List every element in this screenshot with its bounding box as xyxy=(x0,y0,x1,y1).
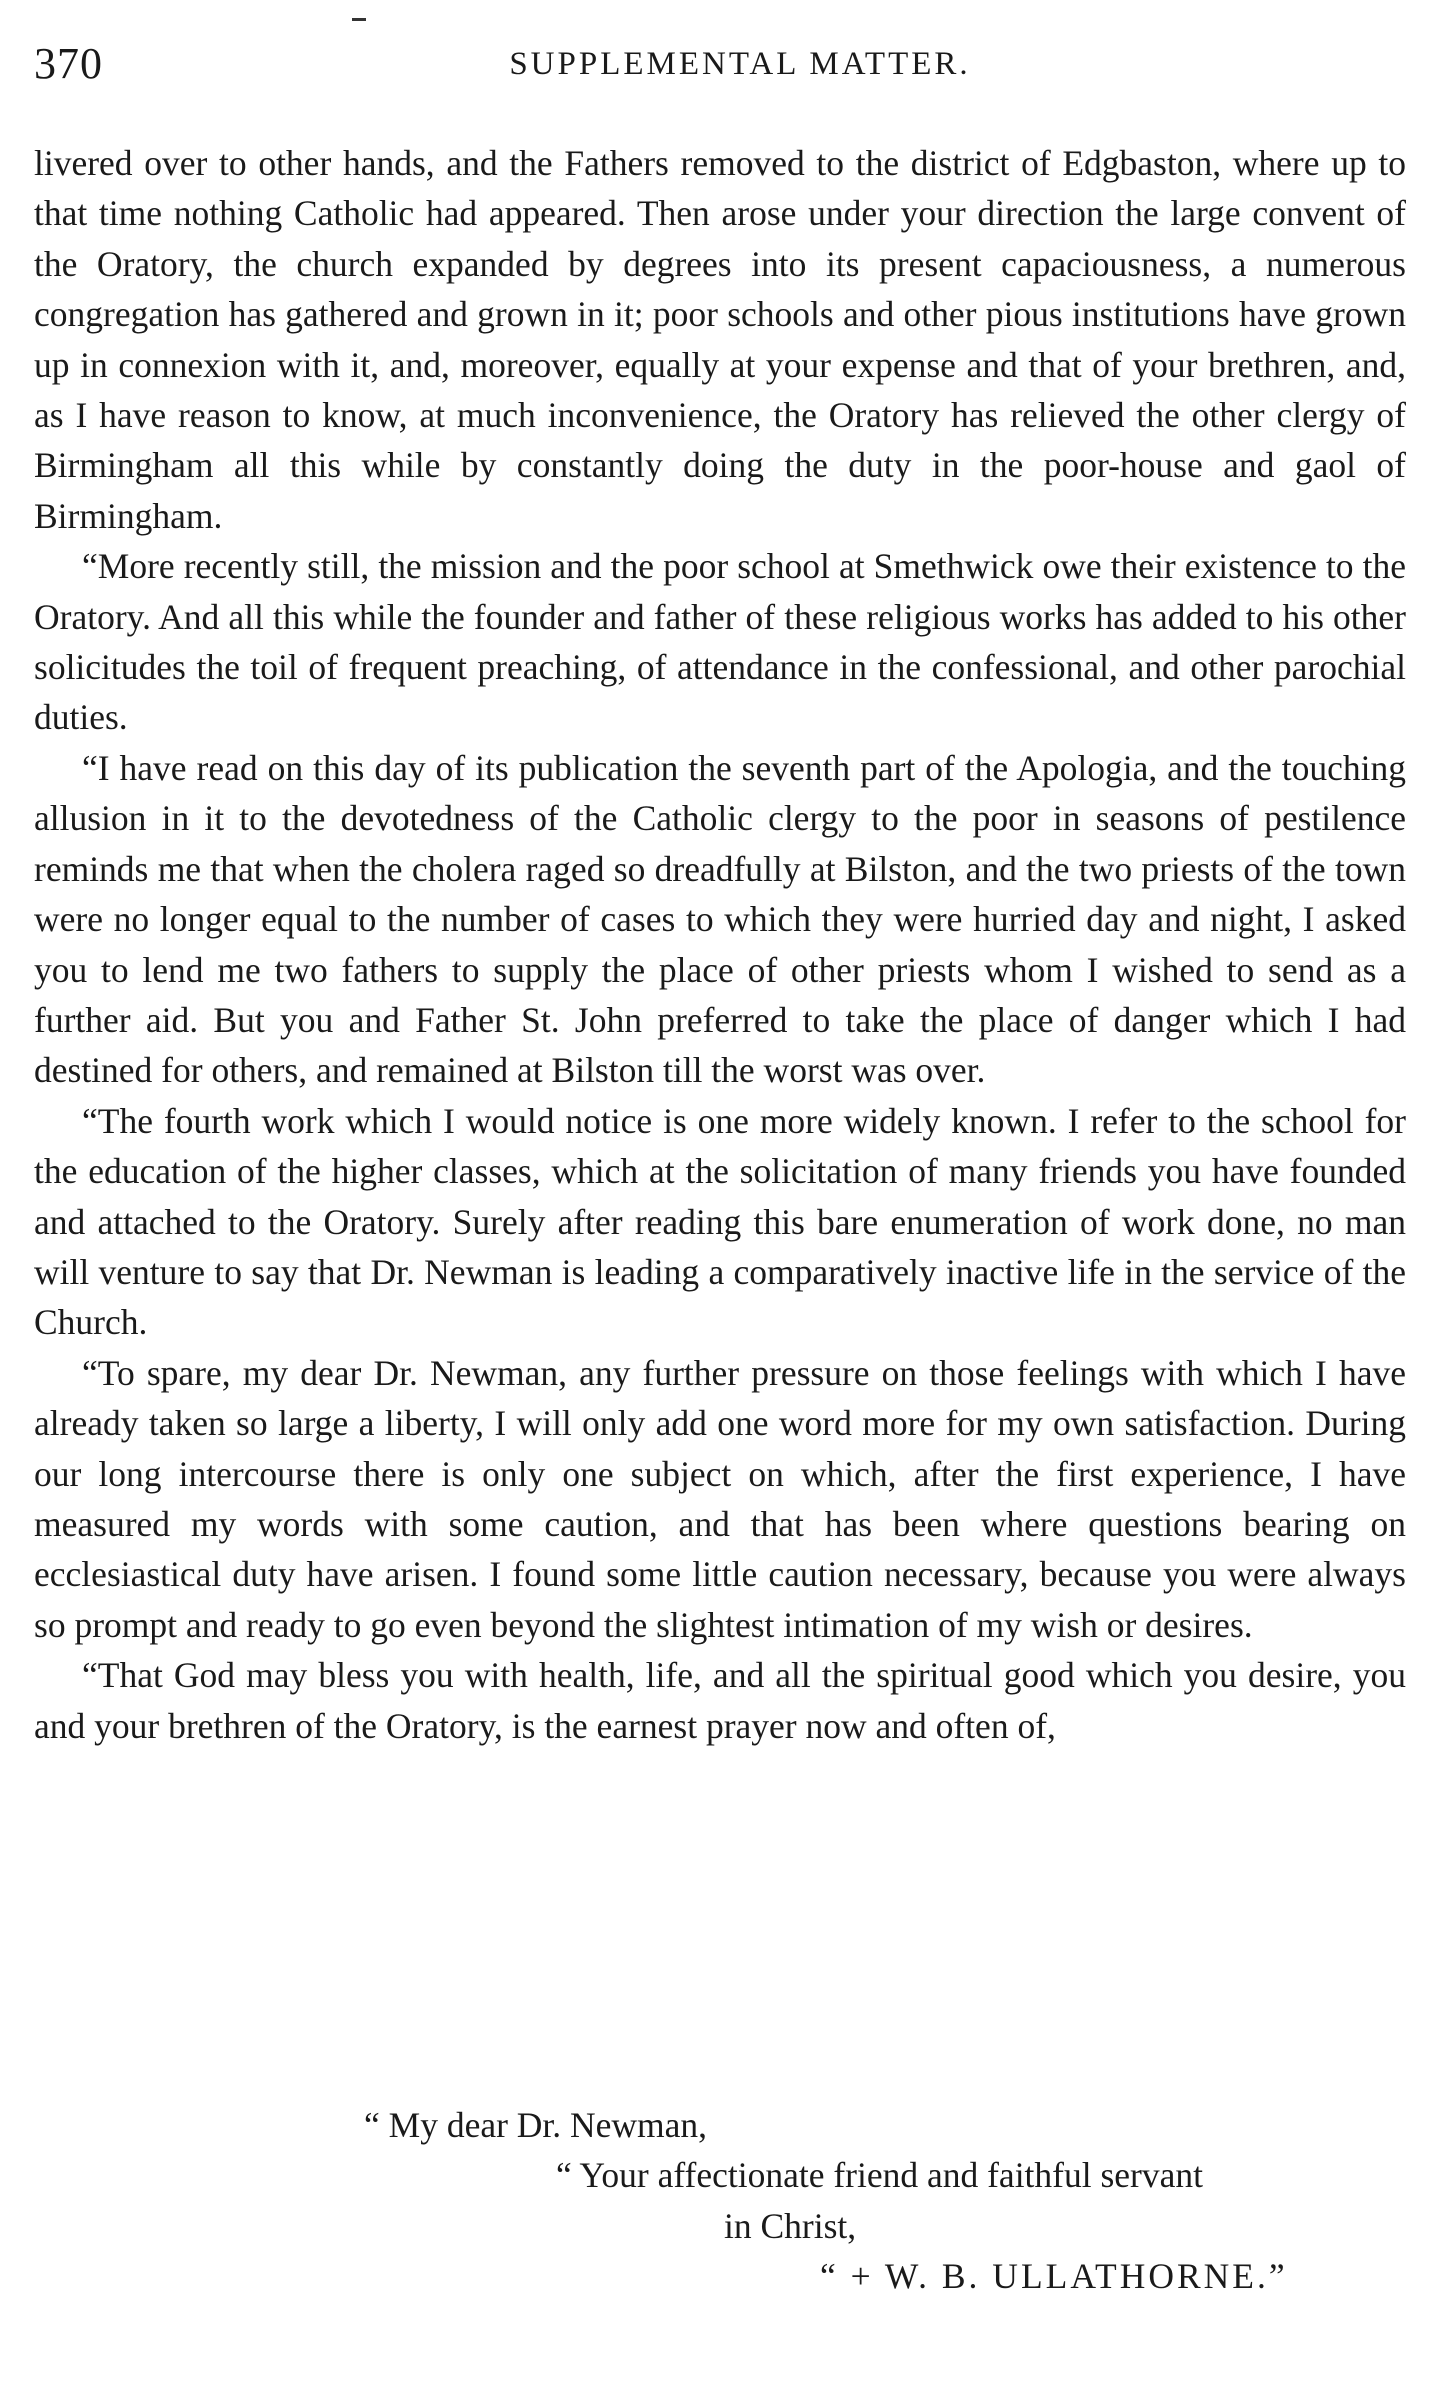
paragraph: “The fourth work which I would notice is one more widely known. I refer to the school for the education of the higher classes, which at the solicitation of many friends you have founded and attached to the Oratory. Surely after reading this bare enumeration of work done, no man will venture to say that Dr. Newman is leading a comparatively inactive life in the service of the Church. xyxy=(34,1100,1406,1343)
paragraph: “That God may bless you with health, life, and all the spiritual good which you desire, you and your brethren of the Oratory, is the earnest prayer now and often of, xyxy=(34,1655,1406,1746)
page-number: 370 xyxy=(34,39,103,88)
closing-in-christ: in Christ, xyxy=(724,2205,857,2246)
running-head: SUPPLEMENTAL MATTER. xyxy=(509,46,971,82)
paragraph: livered over to other hands, and the Fathers removed to the district of Edgbaston, where up to that time nothing Catholic had appeared. Then arose under your direction the large convent of the Oratory, the church expanded by degrees into its present capaciousness, a numerous congregation has gathered and grown in it; poor schools and other pious institutions have grown up in connexion with it, and, moreover, equally at your expense and that of your brethren, and, as I have reason to know, at much inconvenience, the Oratory has relieved the other clergy of Birmingham all this while by constantly doing the duty in the poor-house and gaol of Birmingham. xyxy=(34,143,1406,536)
closing-valediction: “ Your affectionate friend and faithful servant xyxy=(556,2155,1203,2196)
closing-salutation: “ My dear Dr. Newman, xyxy=(364,2105,708,2145)
printer-mark xyxy=(352,18,366,21)
letter-body xyxy=(34,138,1406,1751)
signature: “ + W. B. ULLATHORNE.” xyxy=(820,2256,1288,2297)
page-header xyxy=(34,0,1406,100)
paragraph: “To spare, my dear Dr. Newman, any further pressure on those feelings with which I have already taken so large a liberty, I will only add one word more for my own satisfaction. During our long intercourse there is only one subject on which, after the first experience, I have measured my words with some caution, and that has been where questions bearing on ecclesiastical duty have arisen. I found some little caution necessary, because you were always so prompt and ready to go even beyond the slightest intimation of my wish or desires. xyxy=(34,1352,1406,1645)
letter-closing xyxy=(34,2100,1406,2302)
paragraph: “I have read on this day of its publication the seventh part of the Apologia, and the touching allusion in it to the devotedness of the Catholic clergy to the poor in seasons of pestilence reminds me that when the cholera raged so dreadfully at Bilston, and the two priests of the town were no longer equal to the number of cases to which they were hurried day and night, I asked you to lend me two fathers to supply the place of other priests whom I wished to send as a further aid. But you and Father St. John preferred to take the place of danger which I had destined for others, and remained at Bilston till the worst was over. xyxy=(34,747,1406,1091)
book-page xyxy=(34,0,1406,2297)
paragraph: “More recently still, the mission and the poor school at Smethwick owe their existence to the Oratory. And all this while the founder and father of these religious works has added to his other solicitudes the toil of frequent preaching, of attendance in the confessional, and other parochial duties. xyxy=(34,546,1406,738)
